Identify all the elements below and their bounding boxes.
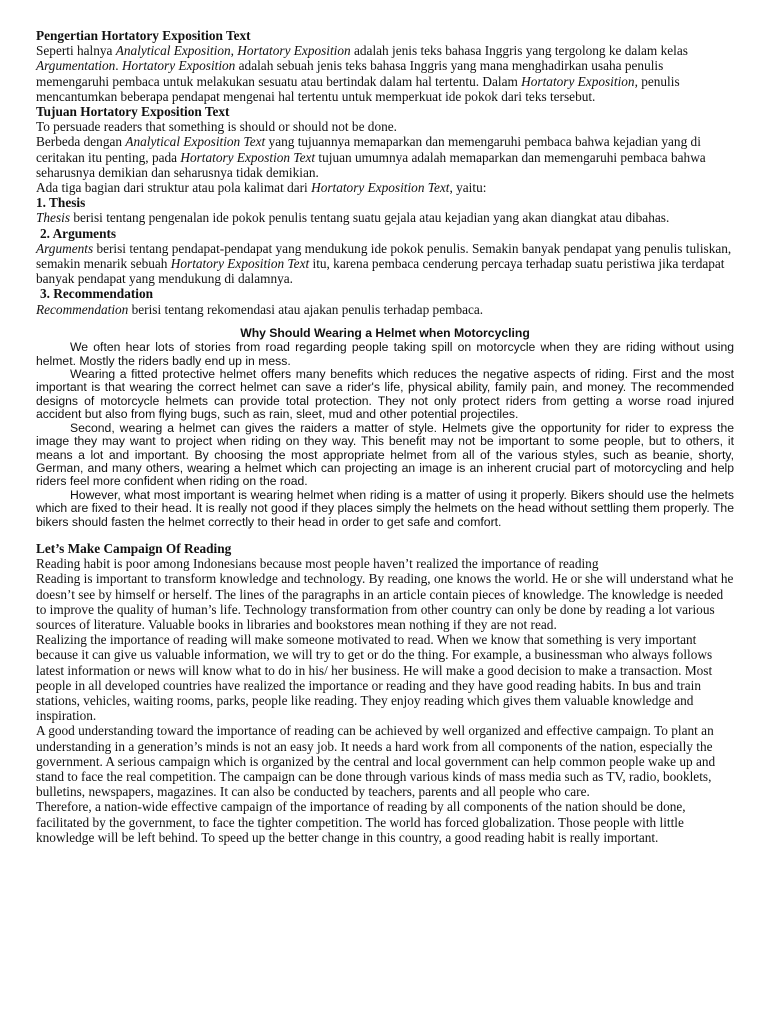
purpose-english: To persuade readers that something is should or should not be done. xyxy=(36,119,397,135)
document-page xyxy=(36,28,734,845)
text-run: Analytical Exposition xyxy=(115,43,231,59)
arguments-title: 2. Arguments xyxy=(40,225,117,241)
recommendation-text xyxy=(36,302,734,317)
reading-title: Let’s Make Campaign Of Reading xyxy=(36,540,232,556)
text-run: , penulis mencantumkan beberapa pendapat mengenai hal tertentu untuk memperkuat ide pokok dari teks tersebut. xyxy=(36,73,680,104)
text-run: , xyxy=(230,43,238,59)
text-run: Hortatory Exposition Text xyxy=(170,256,310,272)
text-run: Hortatory Expostion Text xyxy=(180,149,316,165)
thesis-text xyxy=(36,210,734,225)
structure-intro xyxy=(36,180,734,195)
text-run: Thesis xyxy=(36,210,70,226)
helmet-paragraph: We often hear lots of stories from road regarding people taking spill on motorcycle when they are riding without using helmet. Mostly the riders badly end up in mess. xyxy=(36,340,734,368)
text-run: Argumentation xyxy=(36,58,116,74)
text-run: adalah sebuah jenis teks bahasa Inggris yang mana menghadirkan usaha penulis memengaruhi pembaca untuk melakukan sesuatu atau bertindak dalam hal tertentu. Dalam xyxy=(36,58,664,89)
helmet-title: Why Should Wearing a Helmet when Motorcycling xyxy=(240,325,530,340)
recommendation-title: 3. Recommendation xyxy=(40,286,154,302)
reading-paragraph: Realizing the importance of reading will make someone motivated to read. When we know that something is very important because it can give us valuable information, we will try to get or do the thing. For example, a businessman who always follows latest information or news will know what to do in his/ her business. He will make a good decision to make a transaction. Most people in all developed countries have realized the importance or reading and they have good reading habits. In bus and train stations, vehicles, waiting rooms, parks, people like reading. They enjoy reading which gives them valuable knowledge and inspiration. xyxy=(36,632,713,724)
section-spacer xyxy=(36,529,734,541)
text-run: Recommendation xyxy=(36,301,129,317)
reading-paragraph: Reading habit is poor among Indonesians because most people haven’t realized the importance of reading xyxy=(36,556,599,572)
arguments-text xyxy=(36,241,734,287)
text-run: Hortatory Exposition Text xyxy=(311,180,450,196)
text-run: Hortatory Exposition xyxy=(237,43,351,59)
text-run: Ada tiga bagian dari struktur atau pola kalimat dari xyxy=(36,180,312,196)
text-run: berisi tentang pendapat-pendapat yang mendukung ide pokok penulis. Semakin banyak pendapat yang penulis tuliskan, semakin menarik sebuah xyxy=(36,240,732,272)
text-run: . xyxy=(115,58,122,74)
reading-section xyxy=(36,541,734,845)
text-run: Berbeda dengan xyxy=(36,134,126,150)
hortatory-definition xyxy=(36,43,734,104)
text-run: Analytical Exposition Text xyxy=(125,134,266,150)
reading-paragraph: Therefore, a nation-wide effective campaign of the importance of reading by all components of the nation should be done, facilitated by the government, to face the tighter competition. The world has forced globalization. Those people with little knowledge will be left behind. To speed up the better change in this country, a good reading habit is really important. xyxy=(36,799,686,845)
purpose-indonesian xyxy=(36,134,734,180)
text-run: Arguments xyxy=(36,240,94,256)
text-run: , yaitu: xyxy=(449,180,487,196)
hortatory-title: Pengertian Hortatory Exposition Text xyxy=(36,28,251,43)
reading-paragraph: A good understanding toward the importance of reading can be achieved by well organized and effective campaign. To plant an understanding in a generation’s minds is not an easy job. It needs a hard work from all components of the nation, especially the government. A serious campaign which is organized by the central and local government can help common people wake up and stand to face the real competition. The campaign can be done through various kinds of mass media such as TV, radio, booklets, bulletins, newspapers, magazines. It can also be conducted by teachers, parents and all people who care. xyxy=(36,723,716,800)
helmet-paragraph: Second, wearing a helmet can gives the raiders a matter of style. Helmets give the opportunity for rider to express the image they may want to project when riding on they way. This benefit may not be important to some people, but to others, it means a lot and important. By choosing the most appropriate helmet from all of the various styles, such as beanie, shorty, German, and many others, wearing a helmet which can projecting an image is an inherent crucial part of motorcycling and help riders feel more confident when riding on the road. xyxy=(36,420,734,489)
hortatory-section xyxy=(36,28,734,317)
helmet-section xyxy=(36,327,734,529)
text-run: itu, karena pembaca cenderung percaya terhadap suatu peristiwa jika terdapat banyak pendapat yang mendukung di dalamnya. xyxy=(36,256,725,287)
text-run: yang tujuannya memaparkan dan memengaruhi pembaca bahwa kejadian yang di ceritakan itu penting, pada xyxy=(36,134,701,165)
text-run: Seperti halnya xyxy=(36,43,116,59)
text-run: adalah jenis teks bahasa Inggris yang tergolong ke dalam kelas xyxy=(350,43,688,59)
text-run: tujuan umumnya adalah memaparkan dan memengaruhi pembaca bahwa seharusnya demikian dan seharusnya tidak demikian. xyxy=(36,149,706,180)
purpose-title: Tujuan Hortatory Exposition Text xyxy=(36,104,230,120)
helmet-paragraph: Wearing a fitted protective helmet offers many benefits which reduces the negative aspects of riding. First and the most important is that wearing the correct helmet can save a rider's life, physical ability, family pain, and money. The recommended designs of motorcycle helmets can provide total protection. They not only protect riders from getting a worse road injured accident but also from flying bugs, such as rain, sleet, mud and other potential projectiles. xyxy=(36,367,734,422)
reading-paragraph: Reading is important to transform knowledge and technology. By reading, one knows the world. He or she will understand what he doesn’t see by himself or herself. The lines of the paragraphs in an article contain pieces of knowledge. The knowledge is needed to improve the quality of human’s life. Technology transformation from other country can only be done by reading a lot various sources of literature. Valuable books in libraries and bookstores mean nothing if they are not read. xyxy=(36,571,734,632)
text-run: berisi tentang rekomendasi atau ajakan penulis terhadap pembaca. xyxy=(128,301,484,317)
thesis-title: 1. Thesis xyxy=(36,195,86,211)
text-run: Hortatory Exposition xyxy=(521,73,635,89)
text-run: Hortatory Exposition xyxy=(121,58,236,74)
text-run: berisi tentang pengenalan ide pokok penulis tentang suatu gejala atau kejadian yang akan diangkat atau dibahas. xyxy=(70,210,670,226)
helmet-paragraph: However, what most important is wearing helmet when riding is a matter of using it properly. Bikers should use the helmets which are fixed to their head. It is really not good if they places simply the helmets on the head without settling them properly. The bikers should fasten the helmet correctly to their head in order to get safe and comfort. xyxy=(36,487,734,529)
